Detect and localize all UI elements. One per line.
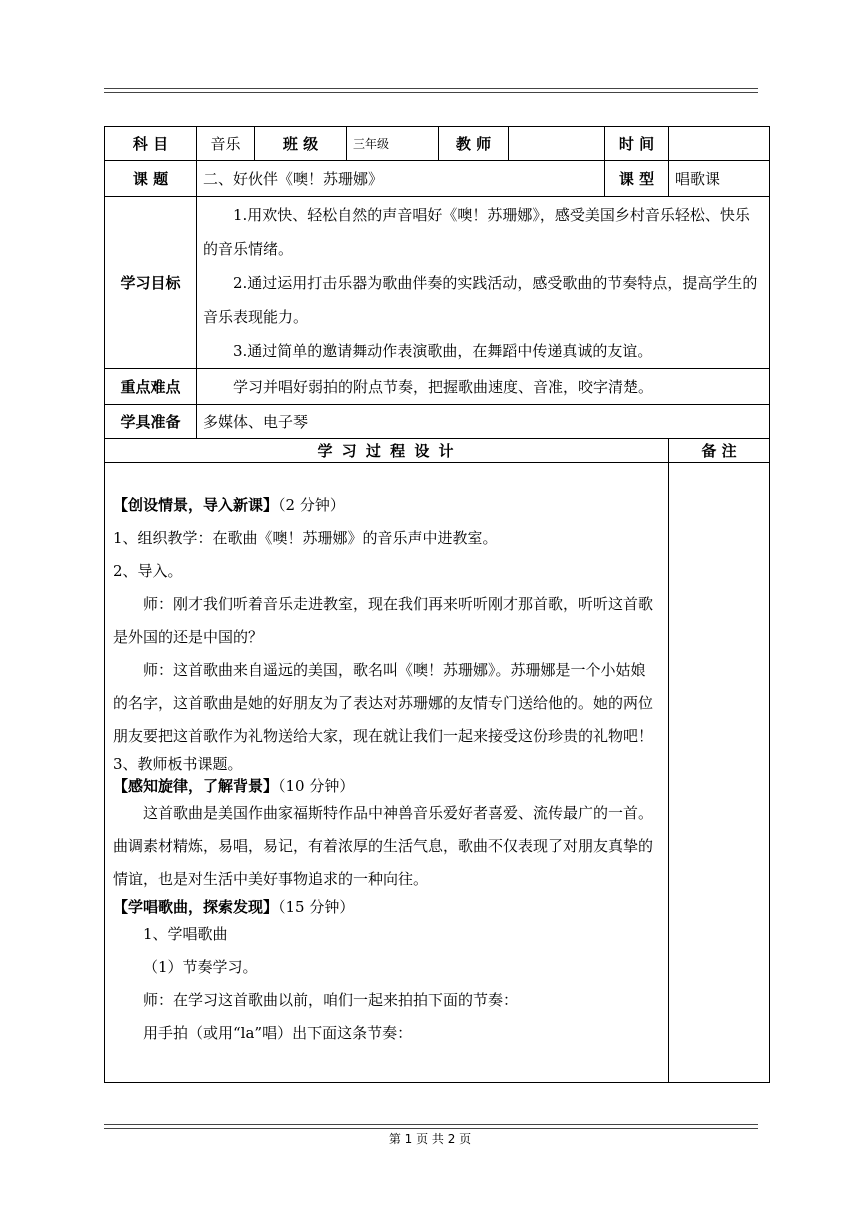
info-row-1 xyxy=(105,127,770,161)
teacher-value xyxy=(509,127,605,161)
topic-value: 二、好伙伴《噢！苏珊娜》 xyxy=(197,161,605,197)
section-time: （15 分钟） xyxy=(278,898,355,916)
lesson-plan-table xyxy=(104,126,770,1083)
goals-row xyxy=(105,197,770,369)
type-value: 唱歌课 xyxy=(669,161,770,197)
process-paragraph: 师：刚才我们听着音乐走进教室，现在我们再来听听刚才那首歌，听听这首歌是外国的还是中国的？ xyxy=(113,595,654,646)
info-row-2 xyxy=(105,161,770,197)
page-number: 第 1 页 共 2 页 xyxy=(388,1132,472,1146)
class-label: 班 级 xyxy=(255,127,347,161)
process-row xyxy=(105,463,770,1083)
goals-content xyxy=(197,197,770,369)
time-label: 时 间 xyxy=(605,127,669,161)
section-title: 【创设情景，导入新课】 xyxy=(113,496,279,514)
key-points-label: 重点难点 xyxy=(105,369,197,405)
notes-header: 备 注 xyxy=(669,439,770,463)
process-content xyxy=(105,463,669,1083)
process-paragraph: 师：这首歌曲来自遥远的美国，歌名叫《噢！苏珊娜》。苏珊娜是一个小姑娘的名字，这首歌曲是她的好朋友为了表达对苏珊娜的友情专门送给他的。她的两位朋友要把这首歌作为礼物送给大家，现在就让我们一起来接受这份珍贵的礼物吧！ xyxy=(113,661,654,745)
goals-label: 学习目标 xyxy=(105,197,197,369)
process-header: 学 习 过 程 设 计 xyxy=(105,439,669,463)
subject-label: 科 目 xyxy=(105,127,197,161)
type-label: 课 型 xyxy=(605,161,669,197)
materials-row xyxy=(105,405,770,439)
process-line: 3、教师板书课题。 xyxy=(113,755,243,773)
process-header-row xyxy=(105,439,770,463)
header-rule-bottom xyxy=(104,92,758,93)
key-points-content xyxy=(197,369,770,405)
goal-item: 1.用欢快、轻松自然的声音唱好《噢！苏珊娜》，感受美国乡村音乐轻松、快乐的音乐情绪。 xyxy=(203,205,750,258)
key-points-text: 学习并唱好弱拍的附点节奏，把握歌曲速度、音准，咬字清楚。 xyxy=(233,377,654,396)
section-time: （10 分钟） xyxy=(278,777,355,795)
materials-text: 多媒体、电子琴 xyxy=(197,405,770,439)
process-line: 2、导入。 xyxy=(113,562,183,580)
goal-item: 2.通过运用打击乐器为歌曲伴奏的实践活动，感受歌曲的节奏特点，提高学生的音乐表现能力。 xyxy=(203,273,758,326)
teacher-label: 教 师 xyxy=(439,127,509,161)
materials-label: 学具准备 xyxy=(105,405,197,439)
time-value xyxy=(669,127,770,161)
process-paragraph: 这首歌曲是美国作曲家福斯特作品中神兽音乐爱好者喜爱、流传最广的一首。曲调素材精炼，易唱，易记，有着浓厚的生活气息，歌曲不仅表现了对朋友真挚的情谊，也是对生活中美好事物追求的一种向往。 xyxy=(113,804,654,888)
notes-content xyxy=(669,463,770,1083)
goal-item: 3.通过简单的邀请舞动作表演歌曲，在舞蹈中传递真诚的友谊。 xyxy=(233,341,653,360)
process-line: （1）节奏学习。 xyxy=(143,958,258,976)
section-title: 【感知旋律，了解背景】 xyxy=(113,777,279,795)
process-line: 师：在学习这首歌曲以前，咱们一起来拍拍下面的节奏： xyxy=(143,991,519,1009)
subject-value: 音乐 xyxy=(197,127,255,161)
section-title: 【学唱歌曲，探索发现】 xyxy=(113,898,279,916)
process-line: 1、学唱歌曲 xyxy=(143,925,228,943)
topic-label: 课 题 xyxy=(105,161,197,197)
process-line: 用手拍（或用“la”唱）出下面这条节奏： xyxy=(143,1024,413,1042)
header-rule-top xyxy=(104,88,758,89)
footer-rule-top xyxy=(104,1124,758,1125)
footer-rule-bottom xyxy=(104,1128,758,1129)
process-line: 1、组织教学：在歌曲《噢！苏珊娜》的音乐声中进教室。 xyxy=(113,529,498,547)
class-value: 三年级 xyxy=(347,127,439,161)
section-time: （2 分钟） xyxy=(278,496,345,514)
key-points-row xyxy=(105,369,770,405)
